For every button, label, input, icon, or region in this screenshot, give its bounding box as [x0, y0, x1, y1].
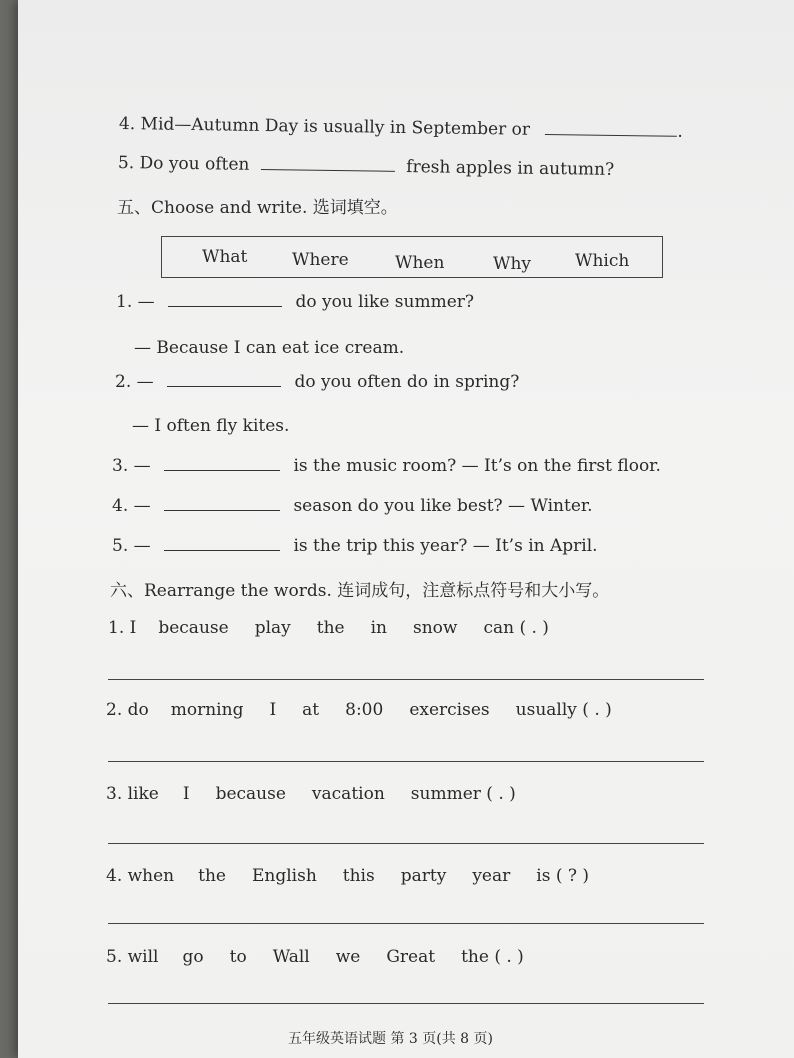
fill-item-4-end: .: [677, 121, 683, 142]
s5-reply-2: — I often fly kites.: [132, 416, 290, 436]
word-token: morning: [170, 700, 244, 720]
word-token: in: [370, 618, 387, 638]
word-token: snow: [412, 618, 458, 638]
section-6-heading: 六、Rearrange the words. 连词成句，注意标点符号和大小写。: [110, 581, 610, 601]
word-token: we: [335, 947, 361, 967]
s5-reply-1: — Because I can eat ice cream.: [134, 338, 405, 358]
word-token: English: [251, 866, 317, 886]
question-number: 1. —: [116, 292, 155, 312]
answer-blank[interactable]: [164, 510, 280, 511]
word-token: because: [158, 618, 229, 638]
answer-blank[interactable]: [168, 306, 282, 307]
s6-item-5: [106, 947, 524, 967]
word-token: the: [198, 866, 226, 886]
answer-blank[interactable]: [164, 470, 280, 471]
fill-item-5-tail: fresh apples in autumn?: [406, 157, 615, 180]
s6-item-4: [106, 866, 589, 886]
word-token: Wall: [272, 947, 310, 967]
word-bank: [161, 236, 663, 278]
s6-item-1: [108, 618, 549, 638]
word-option: Where: [292, 250, 349, 270]
word-token: to: [229, 947, 247, 967]
s5-question-1: [116, 292, 474, 312]
word-token: 5. will: [106, 947, 159, 967]
s6-item-3: [106, 784, 516, 804]
answer-blank[interactable]: [261, 169, 395, 172]
s5-question-3: [112, 456, 661, 476]
word-token: usually ( . ): [515, 700, 612, 720]
s5-question-4: [112, 496, 593, 516]
word-option: Why: [493, 254, 532, 274]
fill-item-5-text: 5. Do you often: [117, 153, 250, 175]
fill-item-4: [119, 114, 683, 142]
word-token: vacation: [311, 784, 385, 804]
answer-blank[interactable]: [545, 134, 677, 137]
word-token: because: [215, 784, 286, 804]
question-number: 5. —: [112, 536, 151, 556]
word-token: I: [182, 784, 190, 804]
answer-line[interactable]: [108, 843, 704, 844]
question-text: season do you like best? — Winter.: [293, 496, 593, 516]
fill-item-5: [118, 153, 614, 180]
word-token: summer ( . ): [410, 784, 516, 804]
answer-blank[interactable]: [164, 550, 280, 551]
word-option: When: [395, 253, 445, 273]
word-token: can ( . ): [483, 618, 549, 638]
question-text: do you like summer?: [295, 292, 475, 312]
question-text: is the music room? — It’s on the first floor.: [293, 456, 661, 476]
word-token: exercises: [409, 700, 490, 720]
question-number: 2. —: [115, 372, 154, 392]
question-text: is the trip this year? — It’s in April.: [293, 536, 598, 556]
s5-question-5: [112, 536, 598, 556]
exam-page: [18, 0, 794, 1058]
page-footer: 五年级英语试题 第 3 页(共 8 页): [288, 1031, 493, 1047]
s5-question-2: [115, 372, 519, 392]
answer-line[interactable]: [108, 1003, 704, 1004]
word-token: year: [472, 866, 511, 886]
word-token: go: [182, 947, 204, 967]
word-token: is ( ? ): [536, 866, 590, 886]
answer-line[interactable]: [108, 761, 704, 762]
word-token: play: [254, 618, 291, 638]
question-number: 3. —: [112, 456, 151, 476]
answer-blank[interactable]: [167, 386, 281, 387]
word-option: Which: [575, 251, 630, 271]
word-token: 1. I: [108, 618, 137, 638]
word-token: 8:00: [345, 700, 384, 720]
word-token: this: [342, 866, 375, 886]
answer-line[interactable]: [108, 923, 704, 924]
word-token: party: [400, 866, 447, 886]
word-token: 4. when: [106, 866, 175, 886]
word-token: at: [302, 700, 320, 720]
question-text: do you often do in spring?: [294, 372, 520, 392]
question-number: 4. —: [112, 496, 151, 516]
word-option: What: [202, 247, 248, 267]
word-token: the: [316, 618, 345, 638]
word-token: I: [269, 700, 277, 720]
word-token: 3. like: [106, 784, 159, 804]
word-token: the ( . ): [461, 947, 524, 967]
word-token: 2. do: [106, 700, 149, 720]
answer-line[interactable]: [108, 679, 704, 680]
fill-item-4-text: 4. Mid—Autumn Day is usually in September or: [118, 114, 531, 140]
s6-item-2: [106, 700, 612, 720]
word-token: Great: [386, 947, 436, 967]
section-5-heading: 五、Choose and write. 选词填空。: [117, 198, 398, 218]
